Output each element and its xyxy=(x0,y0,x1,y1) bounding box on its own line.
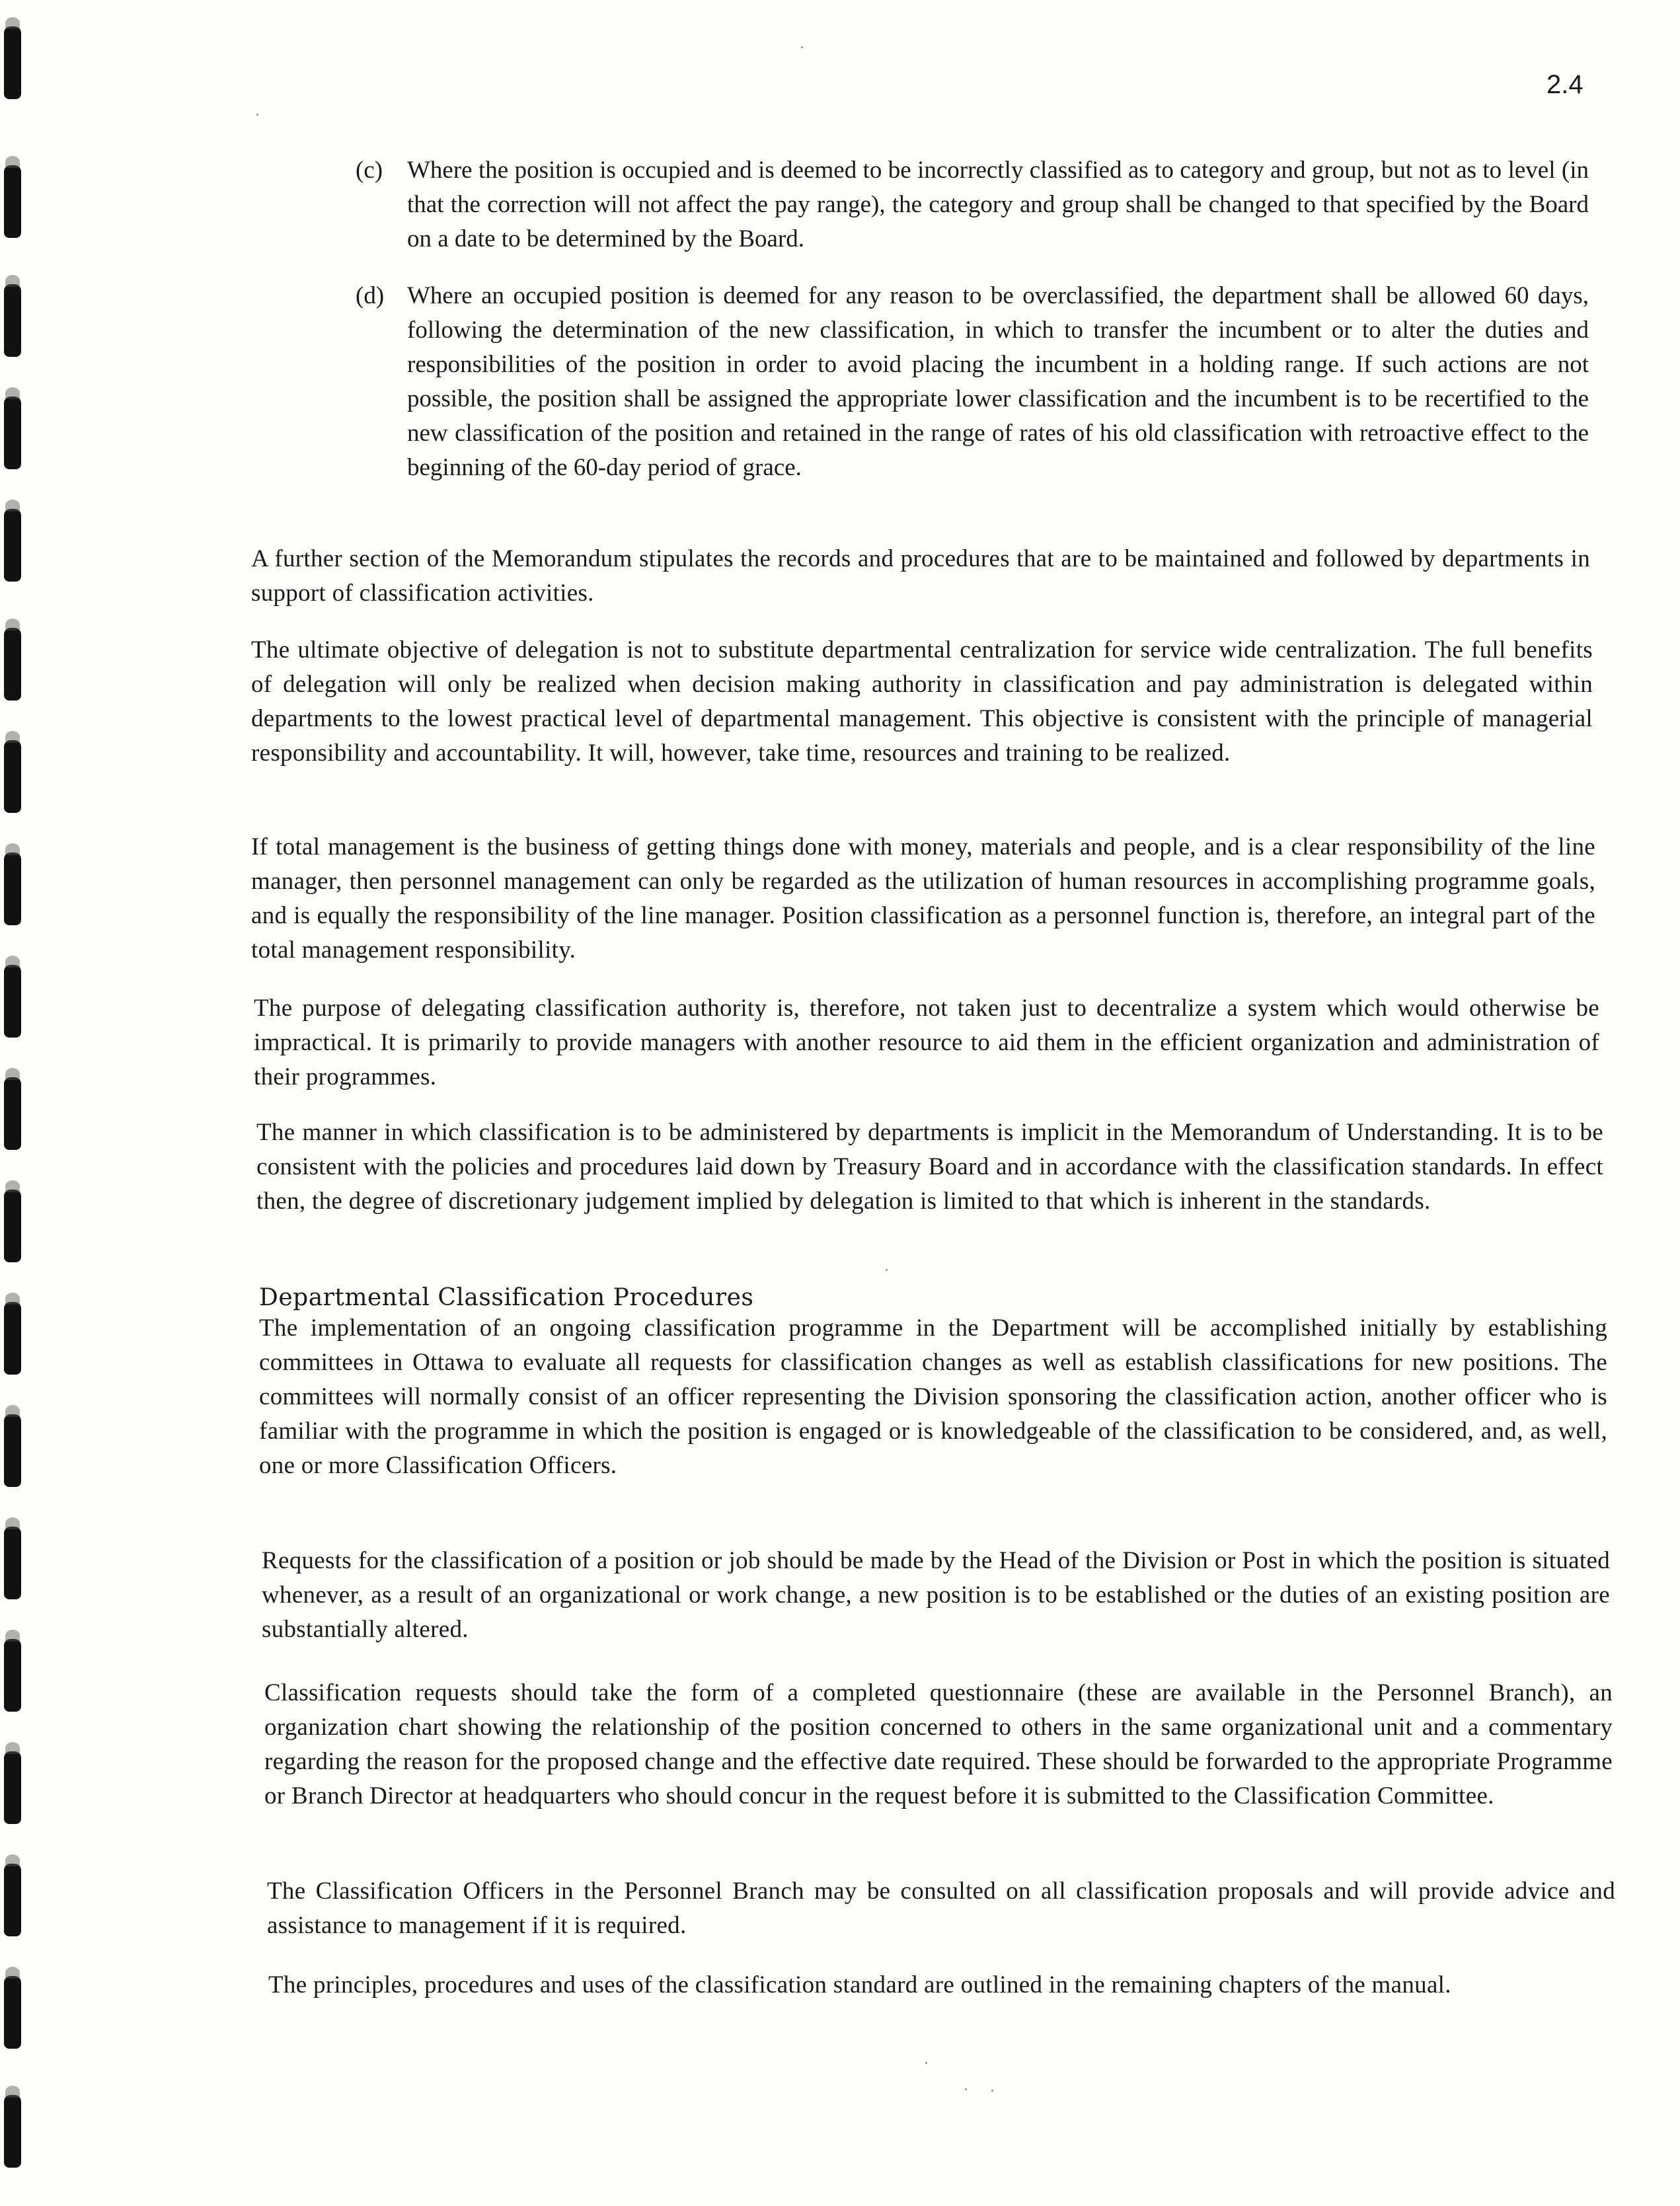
binder-hole xyxy=(4,165,21,238)
paragraph: The purpose of delegating classification authority is, therefore, not taken just to decentralize a system which would otherwise be impractical. It is primarily to provide managers with another resource to aid them in the efficient organization and administration of their programmes. xyxy=(254,995,1599,1090)
binder-hole xyxy=(4,965,21,1038)
binder-holes xyxy=(0,0,40,2206)
paragraph: The implementation of an ongoing classification programme in the Department will be accomplished initially by establishing committees in Ottawa to evaluate all requests for classification changes as well as establish classifications for new positions. The committees will normally consist of an officer representing the Division sponsoring the classification action, another officer who is familiar with the programme in which the position is engaged or is knowledgeable of the classification to be considered, and, as well, one or more Classification Officers. xyxy=(259,1314,1607,1479)
binder-hole xyxy=(4,1414,21,1487)
binder-hole xyxy=(4,1302,21,1375)
binder-hole xyxy=(4,1976,21,2049)
binder-hole xyxy=(4,1864,21,1936)
list-item-text: Where an occupied position is deemed for any reason to be overclassified, the department shall be allowed 60 days, following the determination of the new classification, in which to transfer the incumbent or to alter the duties and responsibilities of the position in order to avoid placing the incumbent in a holding range. If such actions are not possible, the position shall be assigned the appropriate lower classification and the incumbent is to be recertified to the new classification of the position and retained in the range of rates of his old classification with retroactive effect to the beginning of the 60-day period of grace. xyxy=(407,282,1589,481)
list-item-c xyxy=(356,153,1589,256)
binder-hole xyxy=(4,397,21,469)
binder-hole xyxy=(4,509,21,582)
binder-hole xyxy=(4,853,21,925)
paragraph: The ultimate objective of delegation is not to substitute departmental centralization for service wide centralization. The full benefits of delegation will only be realized when decision making authority in classification and pay administration is delegated within departments to the lowest practical level of departmental management. This objective is consistent with the principle of managerial responsibility and accountability. It will, however, take time, resources and training to be realized. xyxy=(251,636,1593,767)
binder-hole xyxy=(4,1751,21,1824)
binder-hole xyxy=(4,26,21,99)
paragraph: The manner in which classification is to be administered by departments is implicit in the Memorandum of Understanding. It is to be consistent with the policies and procedures laid down by Treasury Board and in accordance with the classification standards. In effect then, the degree of discretionary judgement implied by delegation is limited to that which is inherent in the standards. xyxy=(256,1119,1603,1215)
scan-speck xyxy=(886,1269,888,1271)
page-number: 2.4 xyxy=(1546,70,1584,99)
binder-hole xyxy=(4,1077,21,1150)
section-heading: Departmental Classification Procedures xyxy=(259,1284,754,1311)
binder-hole xyxy=(4,2095,21,2168)
scan-speck xyxy=(801,46,803,48)
paragraph: If total management is the business of getting things done with money, materials and people, and is a clear responsibility of the line manager, then personnel management can only be regarded as the utilization of human resources in accomplishing programme goals, and is equally the responsibility of the line manager. Position classification as a personnel function is, therefore, an integral part of the total management responsibility. xyxy=(251,833,1595,964)
paragraph: Requests for the classification of a position or job should be made by the Head of the Division or Post in which the position is situated whenever, as a result of an organizational or work change, a new position is to be established or the duties of an existing position are substantially altered. xyxy=(262,1547,1610,1643)
list-marker: (d) xyxy=(356,282,385,309)
scan-speck xyxy=(256,114,258,116)
binder-hole xyxy=(4,284,21,357)
list-item-d xyxy=(356,279,1589,485)
binder-hole xyxy=(4,628,21,701)
list-item-text: Where the position is occupied and is deemed to be incorrectly classified as to category and group, but not as to level (in that the correction will not affect the pay range), the category and group shall be changed to that specified by the Board on a date to be determined by the Board. xyxy=(407,157,1589,252)
paragraph: A further section of the Memorandum stipulates the records and procedures that are to be maintained and followed by departments in support of classification activities. xyxy=(251,545,1590,607)
list-marker: (c) xyxy=(356,157,383,184)
scan-speck xyxy=(991,2090,993,2092)
paragraph: Classification requests should take the form of a completed questionnaire (these are available in the Personnel Branch), an organization chart showing the relationship of the position concerned to others in the same organizational unit and a commentary regarding the reason for the proposed change and the effective date required. These should be forwarded to the appropriate Programme or Branch Director at headquarters who should concur in the request before it is submitted to the Classification Committee. xyxy=(264,1679,1613,1809)
paragraph: The principles, procedures and uses of the classification standard are outlined in the remaining chapters of the manual. xyxy=(268,1971,1451,1998)
scan-speck xyxy=(925,2062,927,2064)
scan-speck xyxy=(965,2088,967,2090)
paragraph: The Classification Officers in the Personnel Branch may be consulted on all classification proposals and will provide advice and assistance to management if it is required. xyxy=(267,1878,1615,1939)
binder-hole xyxy=(4,1527,21,1599)
binder-hole xyxy=(4,740,21,813)
binder-hole xyxy=(4,1190,21,1262)
binder-hole xyxy=(4,1639,21,1712)
